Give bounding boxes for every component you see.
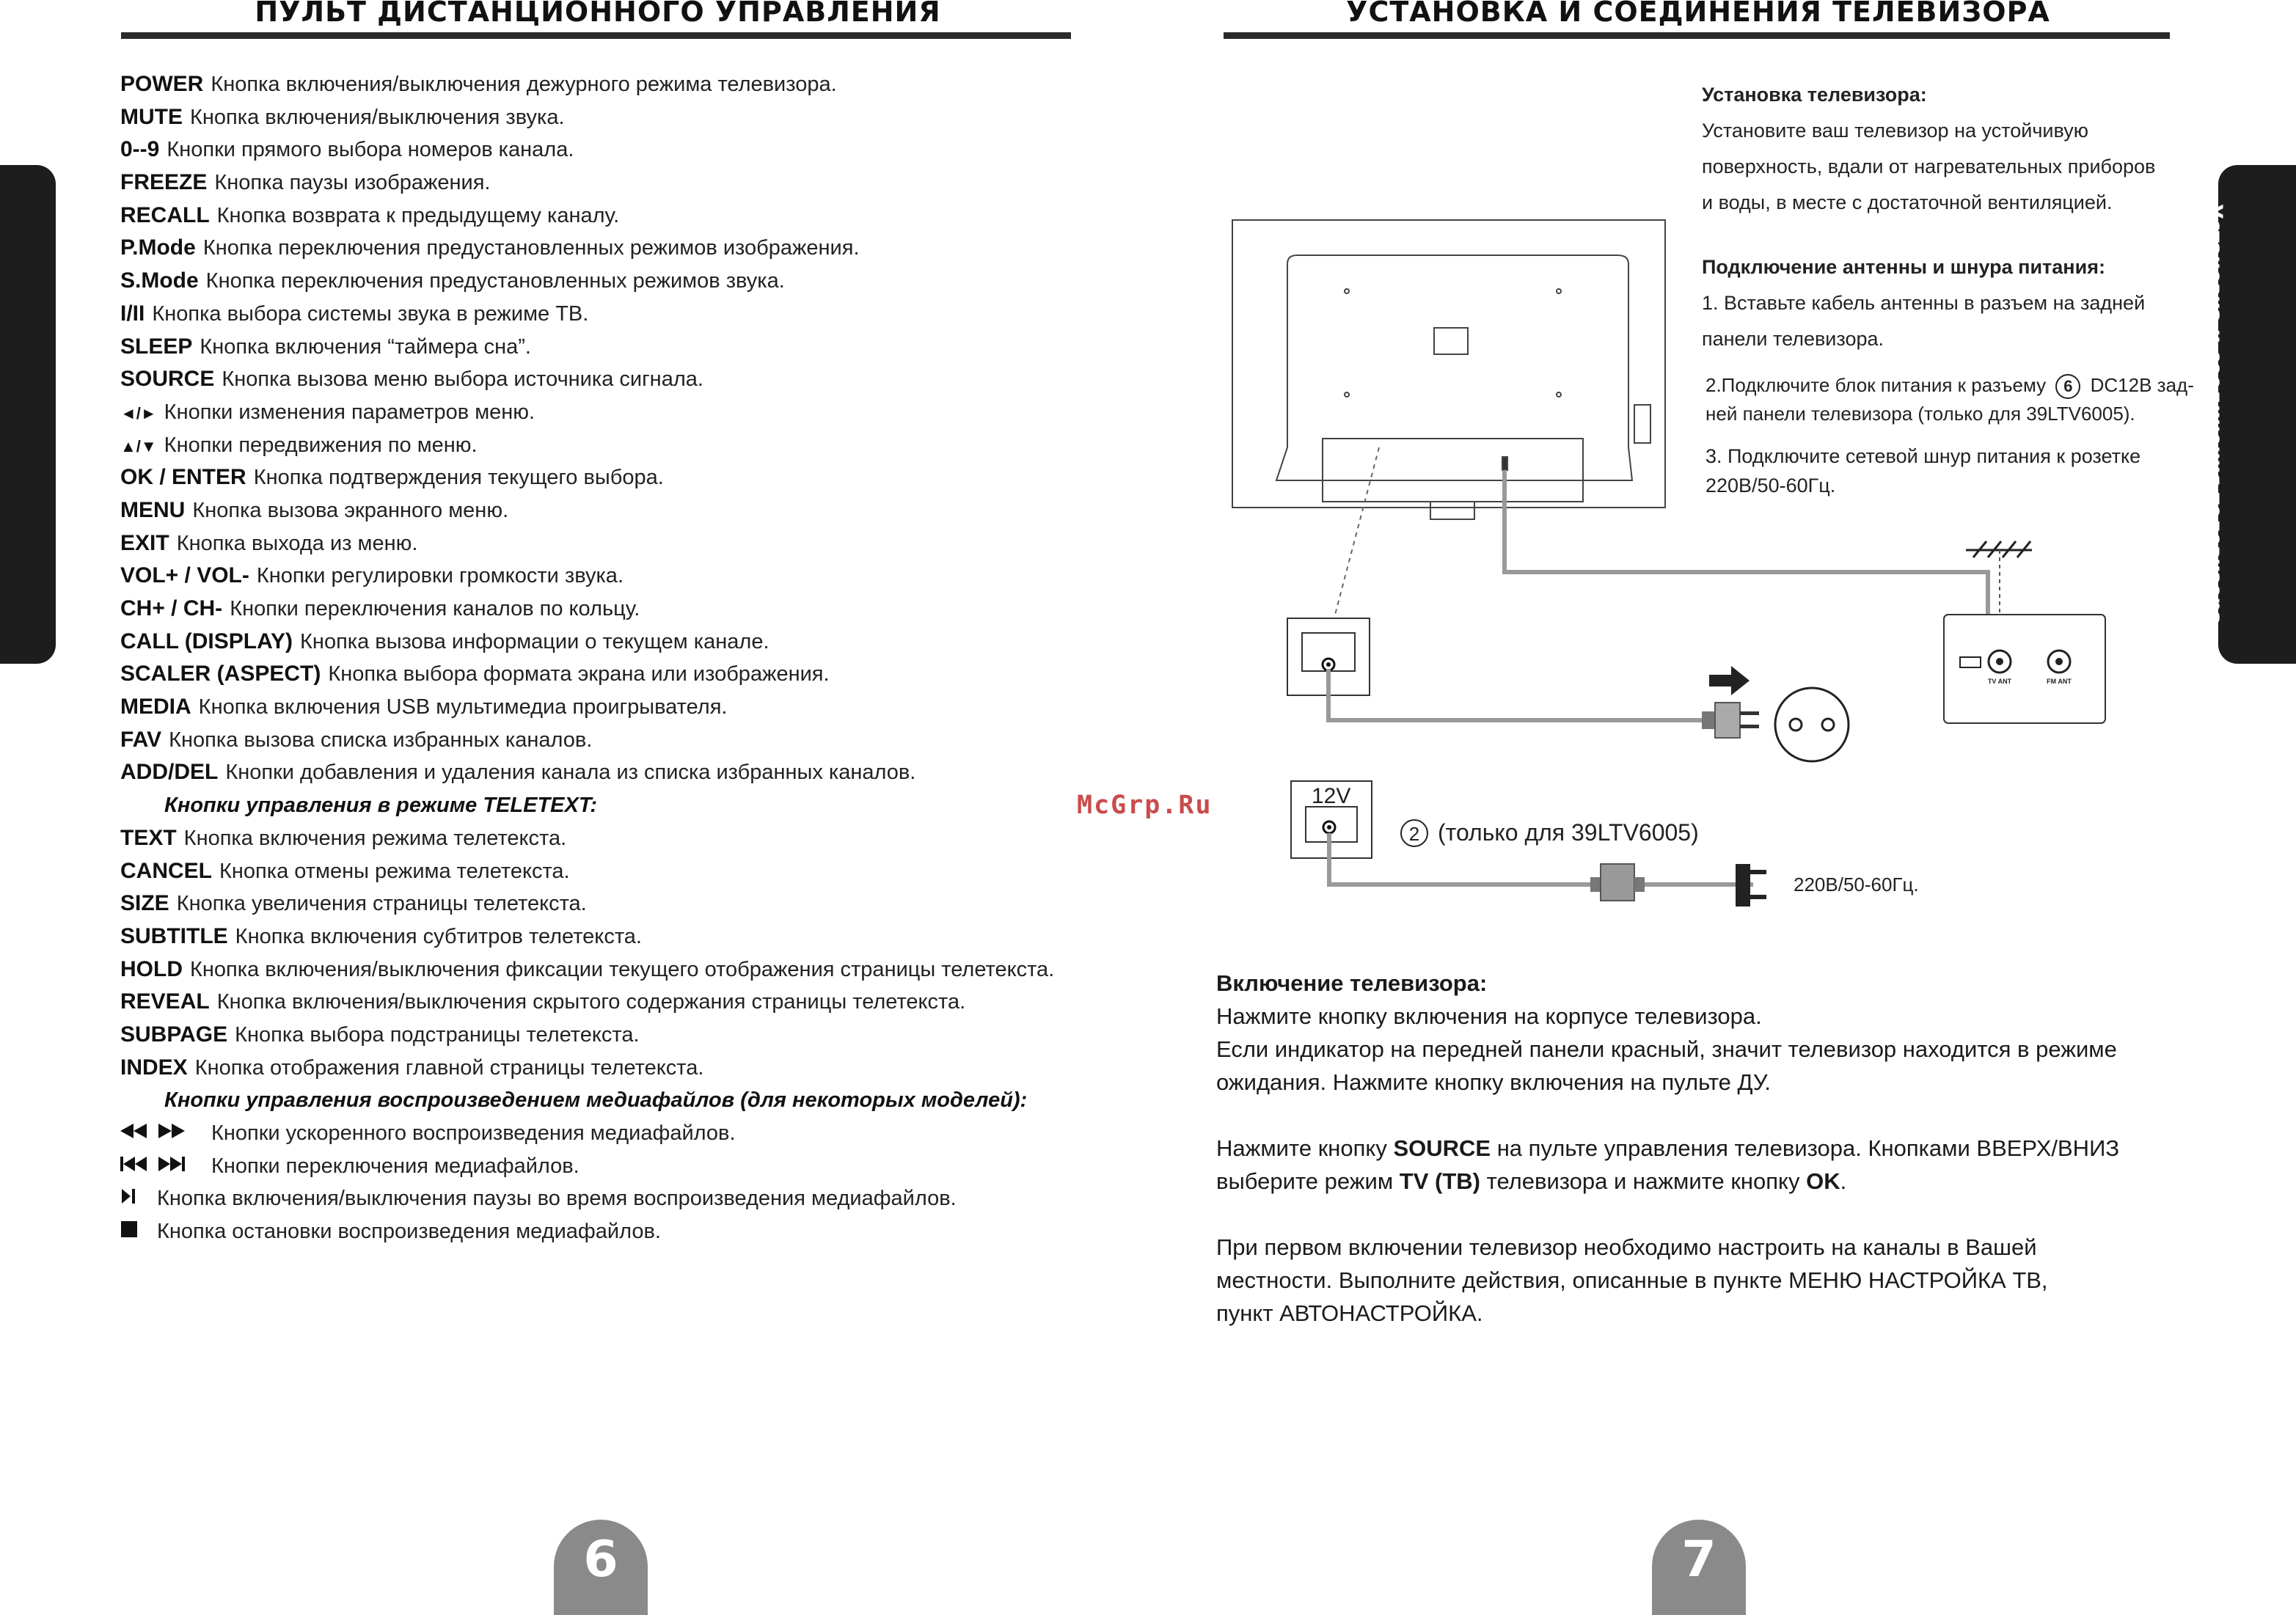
list-item: SLEEP Кнопка включения “таймера сна”. [120, 334, 531, 359]
connection-diagram [1218, 205, 2142, 924]
install-line: поверхность, вдали от нагревательных приборов [1702, 155, 2156, 177]
list-item: P.Mode Кнопка переключения предустановленных режимов изображения. [120, 235, 860, 260]
up-down-arrows-icon: ▲/▼ [120, 436, 157, 455]
page-number-left: 6 [554, 1520, 648, 1615]
list-item: CH+ / CH- Кнопки переключения каналов по кольцу. [120, 596, 640, 620]
list-item: EXIT Кнопка выхода из меню. [120, 530, 418, 555]
poweron-line: ожидания. Нажмите кнопку включения на пульте ДУ. [1216, 1069, 1772, 1095]
list-item: ◄/► Кнопки изменения параметров меню. [120, 400, 535, 424]
list-item: MUTE Кнопка включения/выключения звука. [120, 104, 565, 129]
list-item: REVEAL Кнопка включения/выключения скрытого содержания страницы телетекста. [120, 989, 966, 1014]
power-cable [1328, 669, 1705, 720]
list-item: 0--9 Кнопки прямого выбора номеров канала. [120, 137, 574, 162]
list-item: FAV Кнопка вызова списка избранных каналов. [120, 727, 593, 752]
stop-icon [120, 1215, 157, 1248]
circled-number: 6 [2055, 374, 2080, 399]
poweron-source-line: Нажмите кнопку SOURCE на пульте управления телевизора. Кнопками ВВЕРХ/ВНИЗ [1216, 1135, 2120, 1161]
antenna-step1-line: 1. Вставьте кабель антенны в разъем на задней [1702, 292, 2146, 314]
left-right-arrows-icon: ◄/► [120, 403, 157, 422]
poweron-line: пункт АВТОНАСТРОЙКА. [1216, 1300, 1483, 1326]
list-item: ▲/▼ Кнопки передвижения по меню. [120, 433, 478, 457]
plug-icon [1702, 703, 1759, 738]
list-item: OK / ENTER Кнопка подтверждения текущего выбора. [120, 465, 664, 490]
page-title-left: ПУЛЬТ ДИСТАНЦИОННОГО УПРАВЛЕНИЯ [255, 0, 941, 28]
watermark: McGrp.Ru [1077, 791, 1213, 820]
list-item: HOLD Кнопка включения/выключения фиксации текущего отображения страницы телетекста. [120, 956, 1055, 981]
antenna-step1-line: панели телевизора. [1702, 328, 1884, 350]
list-item: VOL+ / VOL- Кнопки регулировки громкости звука. [120, 563, 624, 588]
install-instructions [1702, 77, 2171, 221]
list-item: I/II Кнопка выбора системы звука в режиме ТВ. [120, 301, 589, 326]
list-item: MEDIA Кнопка включения USB мультимедиа проигрывателя. [120, 695, 728, 719]
antenna-heading: Подключение антенны и шнура питания: [1702, 256, 2105, 278]
list-item: CALL (DISPLAY) Кнопка вызова информации о текущем канале. [120, 629, 769, 653]
antenna-cable [1505, 470, 1988, 660]
skip-prev-next-icon [120, 1150, 211, 1183]
model-note: (только для 39LTV6005) [1438, 819, 1699, 846]
list-item: S.Mode Кнопка переключения предустановленных режимов звука. [120, 268, 785, 293]
poweron-instructions [1216, 967, 2243, 1330]
list-item: INDEX Кнопка отображения главной страницы телетекста. [120, 1055, 704, 1080]
list-item: Кнопка остановки воспроизведения медиафайлов. [120, 1215, 1133, 1248]
label-12v: 12V [1312, 784, 1351, 808]
side-tab-left-label: Пульт дистанционного управления [86, 212, 109, 617]
list-item: SUBPAGE Кнопка выбора подстраницы телетекста. [120, 1022, 640, 1047]
install-line: Установите ваш телевизор на устойчивую [1702, 120, 2089, 142]
button-list [120, 68, 1133, 1248]
list-item: SCALER (ASPECT) Кнопка выбора формата экрана или изображения. [120, 662, 830, 686]
fm-ant-label: FM ANT [2047, 678, 2072, 685]
install-line: и воды, в месте с достаточной вентиляцией. [1702, 191, 2113, 213]
poweron-line: При первом включении телевизор необходимо настроить на каналы в Вашей [1216, 1234, 2037, 1260]
title-rule-left [121, 32, 1071, 39]
page-title-right: УСТАНОВКА И СОЕДИНЕНИЯ ТЕЛЕВИЗОРА [1346, 0, 2050, 28]
poweron-line: Если индикатор на передней панели красный, значит телевизор находится в режиме [1216, 1036, 2117, 1062]
list-item: Кнопка включения/выключения паузы во время воспроизведения медиафайлов. [120, 1182, 1133, 1215]
list-item: SIZE Кнопка увеличения страницы телетекста. [120, 891, 587, 916]
list-item: CANCEL Кнопка отмены режима телетекста. [120, 858, 570, 883]
page-number-right: 7 [1652, 1520, 1746, 1615]
antenna-step2: 2.Подключите блок питания к разъему 6 DC12В зад- ней панели телевизора (только для 39LTV6005). [1705, 374, 2194, 425]
list-item: TEXT Кнопка включения режима телетекста. [120, 825, 567, 850]
tv-ant-label: TV ANT [1987, 678, 2012, 685]
list-item: POWER Кнопка включения/выключения дежурного режима телевизора. [120, 72, 837, 96]
list-item: FREEZE Кнопка паузы изображения. [120, 170, 491, 195]
install-heading: Установка телевизора: [1702, 84, 1927, 106]
title-rule-right [1224, 32, 2170, 39]
list-item: RECALL Кнопка возврата к предыдущему каналу. [120, 202, 620, 227]
dashed-guide-line [1335, 447, 1379, 615]
poweron-line: местности. Выполните действия, описанные в пункте МЕНЮ НАСТРОЙКА ТВ, [1216, 1267, 2048, 1293]
mains-socket-icon [1775, 688, 1849, 761]
mains-label: 220В/50-60Гц. [1794, 874, 1919, 896]
tv-back-illustration [1232, 220, 1665, 519]
list-item: SOURCE Кнопка вызова меню выбора источника сигнала. [120, 367, 703, 392]
list-item: Кнопки переключения медиафайлов. [120, 1150, 1133, 1183]
side-tab-right [2204, 165, 2296, 664]
antenna-wall-box [1944, 541, 2105, 723]
list-item: ADD/DEL Кнопки добавления и удаления канала из списка избранных каналов. [120, 760, 916, 785]
teletext-heading: Кнопки управления в режиме TELETEXT: [164, 794, 598, 818]
poweron-line: Нажмите кнопку включения на корпусе телевизора. [1216, 1003, 1762, 1029]
list-item: MENU Кнопка вызова экранного меню. [120, 497, 509, 522]
side-tab-right-label: Установка и соединения телевизора [2204, 204, 2227, 625]
poweron-tv-line: выберите режим TV (ТВ) телевизора и нажмите кнопку OK. [1216, 1168, 1847, 1194]
list-item: Кнопки ускоренного воспроизведения медиафайлов. [120, 1117, 1133, 1150]
fast-rewind-forward-icon [120, 1117, 211, 1150]
note-number: 2 [1408, 823, 1420, 845]
antenna-step3: 3. Подключите сетевой шнур питания к розетке 220В/50-60Гц. [1705, 445, 2141, 497]
poweron-heading: Включение телевизора: [1216, 970, 1488, 996]
media-heading: Кнопки управления воспроизведением медиафайлов (для некоторых моделей): [164, 1088, 1028, 1113]
play-pause-icon [120, 1182, 157, 1215]
arrow-right-icon [1709, 666, 1750, 695]
list-item: SUBTITLE Кнопка включения субтитров телетекста. [120, 923, 642, 948]
side-tab-left [0, 165, 109, 664]
